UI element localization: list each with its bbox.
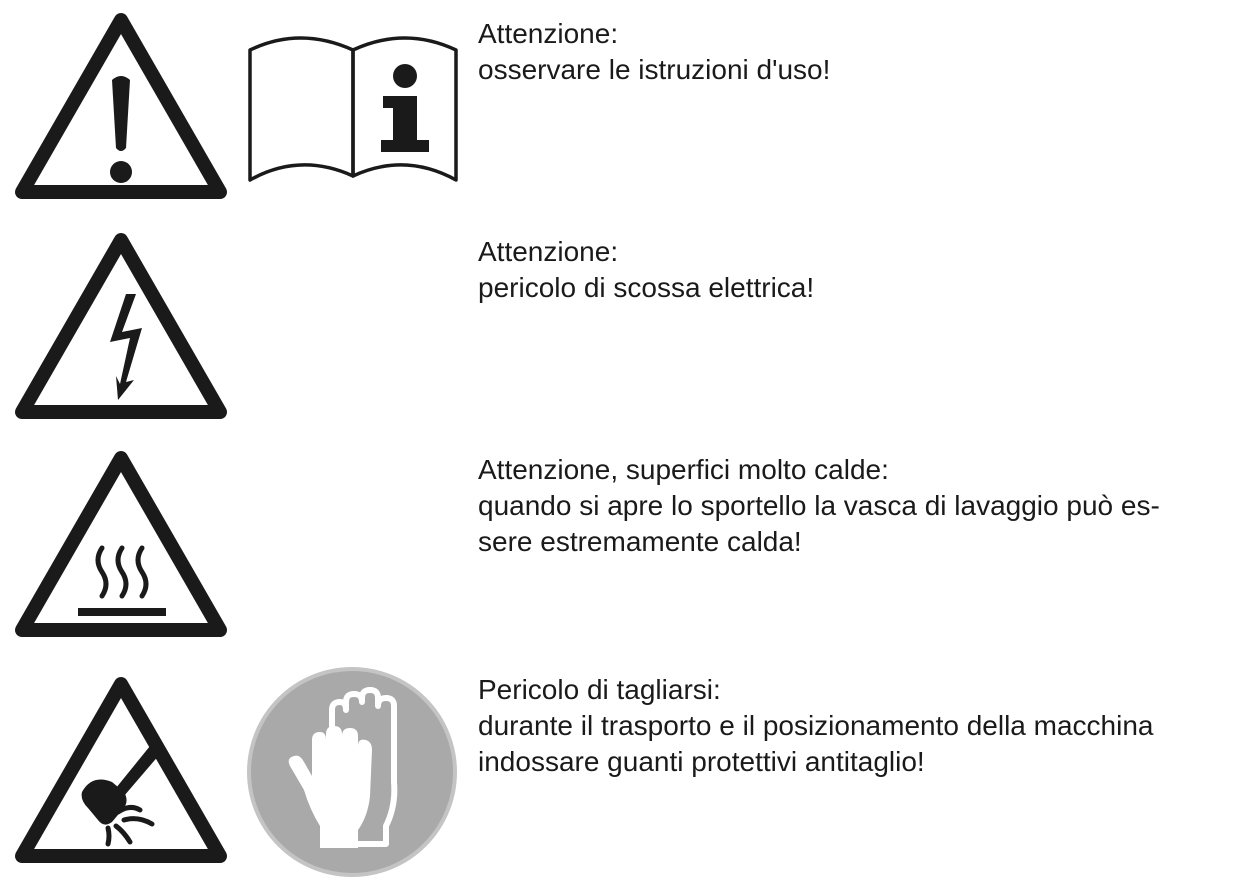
warning-row-instructions xyxy=(0,0,1254,210)
warning-text-block xyxy=(478,234,814,306)
warning-line: quando si apre lo sportello la vasca di lavaggio può es- xyxy=(478,490,1160,521)
warning-line: sere estremamente calda! xyxy=(478,526,802,557)
warning-line: durante il trasporto e il posizionamento della macchina xyxy=(478,710,1154,741)
warning-text-block xyxy=(478,452,1160,560)
warning-text-block xyxy=(478,672,1154,780)
cut-hazard-warning-icon xyxy=(12,674,230,866)
warning-heading: Pericolo di tagliarsi: xyxy=(478,674,721,705)
warning-heading: Attenzione, superfici molto calde: xyxy=(478,454,889,485)
warning-line: indossare guanti protettivi antitaglio! xyxy=(478,746,925,777)
manual-info-icon xyxy=(245,16,461,186)
hot-surface-warning-icon xyxy=(12,448,230,640)
warning-triangle-exclamation-icon xyxy=(12,10,230,202)
warning-row-hot-surface xyxy=(0,440,1254,645)
warning-line: pericolo di scossa elettrica! xyxy=(478,272,815,303)
electric-shock-warning-icon xyxy=(12,230,230,422)
warning-row-cut xyxy=(0,660,1254,881)
wear-gloves-icon xyxy=(246,666,458,878)
warning-row-electric xyxy=(0,222,1254,427)
warning-text-block xyxy=(478,16,830,88)
warning-heading: Attenzione: xyxy=(478,18,619,49)
warning-heading: Attenzione: xyxy=(478,236,619,267)
warning-line: osservare le istruzioni d'uso! xyxy=(478,54,831,85)
